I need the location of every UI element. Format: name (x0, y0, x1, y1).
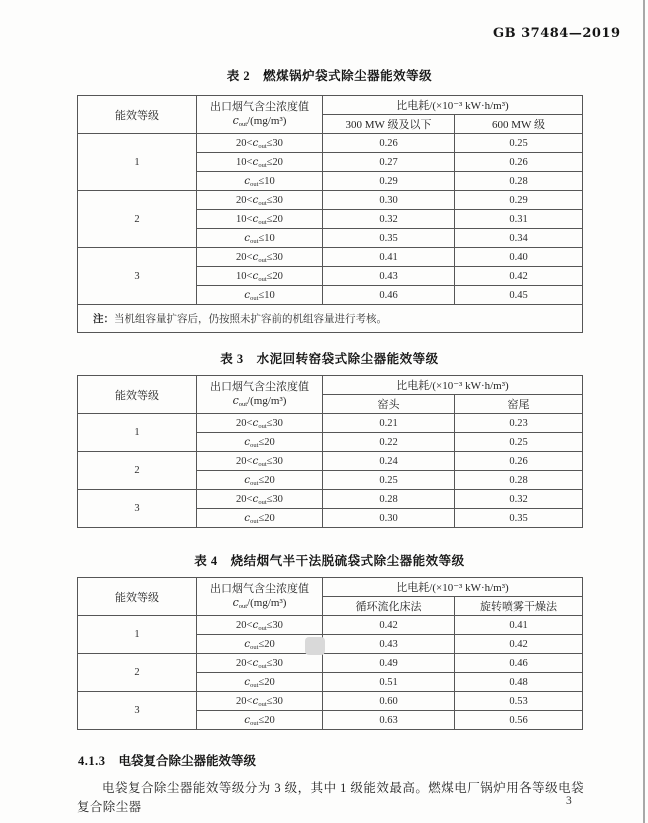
col-header-concentration (197, 96, 323, 134)
grade-cell: 2 (78, 452, 197, 490)
value-cell: 0.25 (455, 134, 583, 153)
col-header-grade: 能效等级 (78, 578, 197, 616)
table-3-title: 表 3 水泥回转窑袋式除尘器能效等级 (220, 352, 439, 366)
value-cell: 0.31 (455, 210, 583, 229)
value-cell: 0.35 (455, 509, 583, 528)
col-header-grade: 能效等级 (78, 376, 197, 414)
table-row (78, 616, 583, 635)
grade-cell: 1 (78, 616, 197, 654)
value-cell: 0.28 (323, 490, 455, 509)
condition-cell: $10<c_{out}\le 20$ (197, 210, 323, 229)
col-header-power: 比电耗/(×10⁻³ kW·h/m³) (323, 578, 583, 597)
value-cell: 0.45 (455, 286, 583, 305)
value-cell: 0.42 (455, 635, 583, 654)
table-row (78, 414, 583, 433)
value-cell: 0.34 (455, 229, 583, 248)
grade-cell: 1 (78, 414, 197, 452)
condition-cell: $10<c_{out}\le 20$ (197, 153, 323, 172)
scan-smudge-artifact (305, 637, 325, 655)
concentration-label: 出口烟气含尘浓度值 (210, 380, 309, 393)
table-4 (77, 577, 583, 730)
col-header-power: 比电耗/(×10⁻³ kW·h/m³) (323, 376, 583, 395)
condition-cell: $20<c_{out}\le 30$ (197, 616, 323, 635)
value-cell: 0.63 (323, 711, 455, 730)
value-cell: 0.32 (323, 210, 455, 229)
condition-cell: $20<c_{out}\le 30$ (197, 490, 323, 509)
value-cell: 0.51 (323, 673, 455, 692)
condition-cell: $20<c_{out}\le 30$ (197, 452, 323, 471)
value-cell: 0.22 (323, 433, 455, 452)
table-row (78, 96, 583, 115)
col-subheader-1: 窑头 (323, 395, 455, 414)
section-heading (78, 751, 256, 769)
condition-cell: $c_{out}\le 10$ (197, 229, 323, 248)
grade-cell: 1 (78, 134, 197, 191)
condition-cell: $c_{out}\le 20$ (197, 509, 323, 528)
table-row (78, 654, 583, 673)
concentration-symbol: $c_{out}/(mg/m^3)$ (232, 595, 287, 610)
section-number: 4.1.3 (78, 754, 106, 768)
value-cell: 0.23 (455, 414, 583, 433)
value-cell: 0.42 (455, 267, 583, 286)
table-4-title: 表 4 烧结烟气半干法脱硫袋式除尘器能效等级 (194, 554, 465, 568)
value-cell: 0.29 (455, 191, 583, 210)
table-row (78, 490, 583, 509)
condition-cell: $10<c_{out}\le 20$ (197, 267, 323, 286)
value-cell: 0.30 (323, 191, 455, 210)
table-row (78, 134, 583, 153)
value-cell: 0.41 (323, 248, 455, 267)
value-cell: 0.56 (455, 711, 583, 730)
concentration-symbol: $c_{out}/(mg/m^3)$ (232, 113, 287, 128)
value-cell: 0.25 (323, 471, 455, 490)
col-subheader-2: 600 MW 级 (455, 115, 583, 134)
value-cell: 0.49 (323, 654, 455, 673)
condition-cell: $20<c_{out}\le 30$ (197, 248, 323, 267)
concentration-label: 出口烟气含尘浓度值 (210, 100, 309, 113)
value-cell: 0.28 (455, 172, 583, 191)
page-number: 3 (566, 795, 572, 807)
grade-cell: 2 (78, 191, 197, 248)
condition-cell: $c_{out}\le 20$ (197, 635, 323, 654)
col-subheader-1: 循环流化床法 (323, 597, 455, 616)
condition-cell: $20<c_{out}\le 30$ (197, 134, 323, 153)
table-row (78, 692, 583, 711)
value-cell: 0.32 (455, 490, 583, 509)
value-cell: 0.46 (455, 654, 583, 673)
value-cell: 0.60 (323, 692, 455, 711)
value-cell: 0.35 (323, 229, 455, 248)
table-row (78, 452, 583, 471)
table-row (78, 578, 583, 597)
value-cell: 0.41 (455, 616, 583, 635)
standard-reference: GB 37484—2019 (493, 26, 621, 41)
value-cell: 0.26 (323, 134, 455, 153)
value-cell: 0.28 (455, 471, 583, 490)
value-cell: 0.21 (323, 414, 455, 433)
condition-cell: $20<c_{out}\le 30$ (197, 414, 323, 433)
concentration-label: 出口烟气含尘浓度值 (210, 582, 309, 595)
value-cell: 0.42 (323, 616, 455, 635)
condition-cell: $c_{out}\le 10$ (197, 286, 323, 305)
value-cell: 0.48 (455, 673, 583, 692)
table-2 (77, 95, 583, 333)
value-cell: 0.26 (455, 153, 583, 172)
value-cell: 0.25 (455, 433, 583, 452)
condition-cell: $20<c_{out}\le 30$ (197, 692, 323, 711)
table-2-title: 表 2 燃煤锅炉袋式除尘器能效等级 (226, 69, 433, 83)
col-header-power: 比电耗/(×10⁻³ kW·h/m³) (323, 96, 583, 115)
value-cell: 0.26 (455, 452, 583, 471)
table-row (78, 191, 583, 210)
condition-cell: $20<c_{out}\le 30$ (197, 191, 323, 210)
grade-cell: 3 (78, 490, 197, 528)
condition-cell: $c_{out}\le 20$ (197, 433, 323, 452)
condition-cell: $c_{out}\le 20$ (197, 711, 323, 730)
col-subheader-1: 300 MW 级及以下 (323, 115, 455, 134)
table-note: 注：当机组容量扩容后，仍按照未扩容前的机组容量进行考核。 (78, 305, 583, 333)
concentration-symbol: $c_{out}/(mg/m^3)$ (232, 393, 287, 408)
value-cell: 0.30 (323, 509, 455, 528)
condition-cell: $c_{out}\le 10$ (197, 172, 323, 191)
value-cell: 0.24 (323, 452, 455, 471)
table-row (78, 305, 583, 333)
scan-edge-line (643, 0, 645, 823)
col-header-concentration (197, 376, 323, 414)
col-header-grade: 能效等级 (78, 96, 197, 134)
table-3 (77, 375, 583, 528)
grade-cell: 2 (78, 654, 197, 692)
value-cell: 0.46 (323, 286, 455, 305)
section-title: 电袋复合除尘器能效等级 (118, 754, 257, 768)
condition-cell: $20<c_{out}\le 30$ (197, 654, 323, 673)
grade-cell: 3 (78, 692, 197, 730)
value-cell: 0.53 (455, 692, 583, 711)
col-subheader-2: 旋转喷雾干燥法 (455, 597, 583, 616)
col-subheader-2: 窑尾 (455, 395, 583, 414)
value-cell: 0.40 (455, 248, 583, 267)
body-paragraph: 电袋复合除尘器能效等级分为 3 级，其中 1 级能效最高。燃煤电厂锅炉用各等级电袋复合除尘器 (77, 781, 584, 815)
grade-cell: 3 (78, 248, 197, 305)
value-cell: 0.29 (323, 172, 455, 191)
table-row (78, 376, 583, 395)
condition-cell: $c_{out}\le 20$ (197, 471, 323, 490)
condition-cell: $c_{out}\le 20$ (197, 673, 323, 692)
col-header-concentration (197, 578, 323, 616)
value-cell: 0.43 (323, 267, 455, 286)
value-cell: 0.27 (323, 153, 455, 172)
table-row (78, 248, 583, 267)
value-cell: 0.43 (323, 635, 455, 654)
